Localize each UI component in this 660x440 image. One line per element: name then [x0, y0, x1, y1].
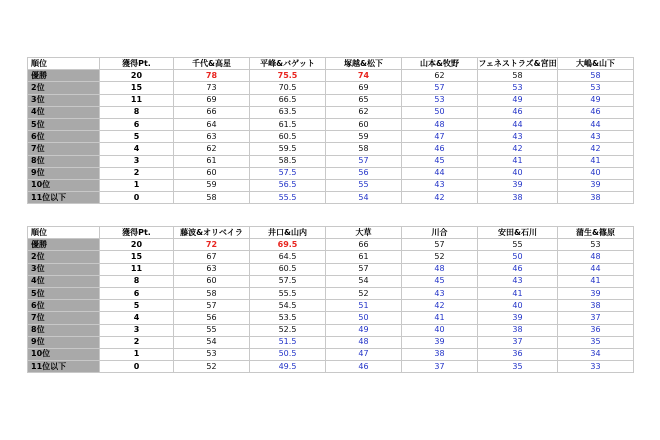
score-cell: 53.5: [250, 312, 326, 324]
score-cell: 59: [174, 179, 250, 191]
points-cell: 15: [100, 251, 174, 263]
score-cell: 60.5: [250, 131, 326, 143]
rank-cell: 9位: [28, 336, 100, 348]
table-row: [28, 348, 634, 360]
score-cell: 69.5: [250, 239, 326, 251]
points-cell: 5: [100, 131, 174, 143]
points-cell: 11: [100, 263, 174, 275]
score-cell: 48: [402, 118, 478, 130]
score-cell: 38: [558, 300, 634, 312]
score-cell: 62: [174, 143, 250, 155]
score-cell: 39: [478, 312, 558, 324]
points-cell: 1: [100, 179, 174, 191]
rank-cell: 優勝: [28, 70, 100, 82]
score-cell: 50: [402, 106, 478, 118]
rank-cell: 3位: [28, 94, 100, 106]
score-cell: 43: [558, 131, 634, 143]
rank-cell: 8位: [28, 324, 100, 336]
score-cell: 36: [558, 324, 634, 336]
table-row: [28, 239, 634, 251]
score-cell: 57: [326, 263, 402, 275]
score-cell: 53: [174, 348, 250, 360]
rank-cell: 5位: [28, 287, 100, 299]
points-table-2: [27, 226, 634, 373]
team-header: 藤波&オリベイラ: [174, 227, 250, 239]
rank-cell: 2位: [28, 82, 100, 94]
score-cell: 58: [558, 70, 634, 82]
table-row: [28, 263, 634, 275]
score-cell: 66.5: [250, 94, 326, 106]
table-row: [28, 94, 634, 106]
score-cell: 33: [558, 361, 634, 373]
points-cell: 20: [100, 239, 174, 251]
table-row: [28, 336, 634, 348]
score-cell: 48: [326, 336, 402, 348]
score-cell: 44: [558, 263, 634, 275]
team-header: 大草: [326, 227, 402, 239]
score-cell: 44: [558, 118, 634, 130]
score-cell: 38: [402, 348, 478, 360]
score-cell: 62: [402, 70, 478, 82]
rank-cell: 4位: [28, 275, 100, 287]
score-cell: 60: [174, 275, 250, 287]
header-row: [28, 58, 634, 70]
table-row: [28, 192, 634, 204]
score-cell: 58.5: [250, 155, 326, 167]
score-cell: 54.5: [250, 300, 326, 312]
score-cell: 36: [478, 348, 558, 360]
points-cell: 5: [100, 300, 174, 312]
header-row: [28, 227, 634, 239]
score-cell: 40: [402, 324, 478, 336]
table-row: [28, 106, 634, 118]
points-cell: 4: [100, 143, 174, 155]
rank-cell: 8位: [28, 155, 100, 167]
points-cell: 3: [100, 324, 174, 336]
score-cell: 45: [402, 275, 478, 287]
score-cell: 60: [174, 167, 250, 179]
rank-cell: 6位: [28, 131, 100, 143]
score-cell: 78: [174, 70, 250, 82]
score-cell: 34: [558, 348, 634, 360]
score-cell: 65: [326, 94, 402, 106]
score-cell: 49: [326, 324, 402, 336]
score-cell: 45: [402, 155, 478, 167]
score-cell: 56: [174, 312, 250, 324]
team-header: 平峰&バゲット: [250, 58, 326, 70]
score-cell: 46: [558, 106, 634, 118]
score-cell: 60.5: [250, 263, 326, 275]
points-cell: 3: [100, 155, 174, 167]
score-cell: 43: [402, 179, 478, 191]
score-cell: 35: [558, 336, 634, 348]
table-row: [28, 361, 634, 373]
points-cell: 8: [100, 275, 174, 287]
score-cell: 39: [478, 179, 558, 191]
score-cell: 53: [558, 239, 634, 251]
rank-header: 順位: [28, 227, 100, 239]
table-row: [28, 324, 634, 336]
score-cell: 56: [326, 167, 402, 179]
team-header: 川合: [402, 227, 478, 239]
score-cell: 37: [558, 312, 634, 324]
table-row: [28, 251, 634, 263]
score-cell: 41: [478, 155, 558, 167]
score-cell: 48: [402, 263, 478, 275]
score-cell: 56.5: [250, 179, 326, 191]
score-cell: 54: [326, 192, 402, 204]
score-cell: 63.5: [250, 106, 326, 118]
score-cell: 57: [326, 155, 402, 167]
score-cell: 46: [478, 106, 558, 118]
score-cell: 51.5: [250, 336, 326, 348]
score-cell: 43: [402, 287, 478, 299]
table-row: [28, 300, 634, 312]
rank-cell: 4位: [28, 106, 100, 118]
score-cell: 44: [478, 118, 558, 130]
points-cell: 1: [100, 348, 174, 360]
score-cell: 50: [478, 251, 558, 263]
score-cell: 52: [402, 251, 478, 263]
score-cell: 66: [326, 239, 402, 251]
score-cell: 42: [558, 143, 634, 155]
score-cell: 55.5: [250, 192, 326, 204]
rank-cell: 5位: [28, 118, 100, 130]
score-cell: 58: [326, 143, 402, 155]
score-cell: 44: [402, 167, 478, 179]
score-cell: 53: [402, 94, 478, 106]
rank-cell: 7位: [28, 312, 100, 324]
score-cell: 64: [174, 118, 250, 130]
score-cell: 69: [326, 82, 402, 94]
points-cell: 2: [100, 167, 174, 179]
score-cell: 58: [174, 287, 250, 299]
rank-cell: 2位: [28, 251, 100, 263]
score-cell: 47: [326, 348, 402, 360]
score-cell: 57: [174, 300, 250, 312]
score-cell: 55: [174, 324, 250, 336]
score-cell: 66: [174, 106, 250, 118]
table-row: [28, 131, 634, 143]
score-cell: 61.5: [250, 118, 326, 130]
score-cell: 40: [558, 167, 634, 179]
score-cell: 55.5: [250, 287, 326, 299]
score-cell: 72: [174, 239, 250, 251]
score-cell: 35: [478, 361, 558, 373]
points-cell: 0: [100, 361, 174, 373]
score-cell: 38: [478, 324, 558, 336]
score-cell: 74: [326, 70, 402, 82]
score-cell: 38: [558, 192, 634, 204]
score-cell: 52: [174, 361, 250, 373]
team-header: フェネストラズ&宮田: [478, 58, 558, 70]
score-cell: 61: [174, 155, 250, 167]
points-cell: 20: [100, 70, 174, 82]
rank-cell: 3位: [28, 263, 100, 275]
rank-cell: 11位以下: [28, 192, 100, 204]
rank-cell: 10位: [28, 348, 100, 360]
team-header: 安田&石川: [478, 227, 558, 239]
team-header: 千代&高星: [174, 58, 250, 70]
score-cell: 54: [174, 336, 250, 348]
score-cell: 49.5: [250, 361, 326, 373]
score-cell: 75.5: [250, 70, 326, 82]
points-cell: 8: [100, 106, 174, 118]
points-header: 獲得Pt.: [100, 227, 174, 239]
score-cell: 64.5: [250, 251, 326, 263]
team-header: 塚越&松下: [326, 58, 402, 70]
score-cell: 49: [478, 94, 558, 106]
rank-cell: 9位: [28, 167, 100, 179]
score-cell: 53: [478, 82, 558, 94]
score-cell: 48: [558, 251, 634, 263]
table-row: [28, 143, 634, 155]
table-row: [28, 179, 634, 191]
score-cell: 43: [478, 131, 558, 143]
score-cell: 57: [402, 82, 478, 94]
points-table-1: [27, 57, 634, 204]
score-cell: 61: [326, 251, 402, 263]
points-cell: 0: [100, 192, 174, 204]
rank-cell: 優勝: [28, 239, 100, 251]
score-cell: 46: [326, 361, 402, 373]
rank-cell: 6位: [28, 300, 100, 312]
table-row: [28, 275, 634, 287]
score-cell: 42: [478, 143, 558, 155]
score-cell: 49: [558, 94, 634, 106]
team-header: 山本&牧野: [402, 58, 478, 70]
team-header: 井口&山内: [250, 227, 326, 239]
score-cell: 43: [478, 275, 558, 287]
score-cell: 50.5: [250, 348, 326, 360]
score-cell: 60: [326, 118, 402, 130]
score-cell: 63: [174, 263, 250, 275]
score-cell: 59.5: [250, 143, 326, 155]
team-header: 蒲生&篠原: [558, 227, 634, 239]
score-cell: 41: [478, 287, 558, 299]
score-cell: 37: [402, 361, 478, 373]
score-cell: 58: [174, 192, 250, 204]
points-header: 獲得Pt.: [100, 58, 174, 70]
score-cell: 73: [174, 82, 250, 94]
score-cell: 59: [326, 131, 402, 143]
table-row: [28, 82, 634, 94]
score-cell: 55: [478, 239, 558, 251]
score-cell: 53: [558, 82, 634, 94]
score-cell: 51: [326, 300, 402, 312]
score-cell: 57.5: [250, 275, 326, 287]
table-row: [28, 70, 634, 82]
rank-cell: 10位: [28, 179, 100, 191]
rank-header: 順位: [28, 58, 100, 70]
score-cell: 69: [174, 94, 250, 106]
score-cell: 58: [478, 70, 558, 82]
score-cell: 46: [478, 263, 558, 275]
points-cell: 4: [100, 312, 174, 324]
score-cell: 57: [402, 239, 478, 251]
score-cell: 50: [326, 312, 402, 324]
score-cell: 52: [326, 287, 402, 299]
score-cell: 41: [558, 275, 634, 287]
score-cell: 52.5: [250, 324, 326, 336]
score-cell: 38: [478, 192, 558, 204]
rank-cell: 7位: [28, 143, 100, 155]
score-cell: 63: [174, 131, 250, 143]
score-cell: 37: [478, 336, 558, 348]
score-cell: 70.5: [250, 82, 326, 94]
table-row: [28, 312, 634, 324]
points-cell: 6: [100, 287, 174, 299]
score-cell: 42: [402, 300, 478, 312]
score-cell: 67: [174, 251, 250, 263]
score-cell: 41: [402, 312, 478, 324]
score-cell: 46: [402, 143, 478, 155]
score-cell: 55: [326, 179, 402, 191]
score-cell: 62: [326, 106, 402, 118]
table-row: [28, 118, 634, 130]
table-row: [28, 155, 634, 167]
score-cell: 40: [478, 300, 558, 312]
table-row: [28, 167, 634, 179]
score-cell: 41: [558, 155, 634, 167]
table-row: [28, 287, 634, 299]
points-cell: 2: [100, 336, 174, 348]
score-cell: 39: [558, 287, 634, 299]
score-cell: 54: [326, 275, 402, 287]
score-cell: 42: [402, 192, 478, 204]
points-cell: 15: [100, 82, 174, 94]
points-cell: 6: [100, 118, 174, 130]
score-cell: 57.5: [250, 167, 326, 179]
team-header: 大嶋&山下: [558, 58, 634, 70]
points-cell: 11: [100, 94, 174, 106]
rank-cell: 11位以下: [28, 361, 100, 373]
score-cell: 47: [402, 131, 478, 143]
score-cell: 40: [478, 167, 558, 179]
score-cell: 39: [402, 336, 478, 348]
score-cell: 39: [558, 179, 634, 191]
